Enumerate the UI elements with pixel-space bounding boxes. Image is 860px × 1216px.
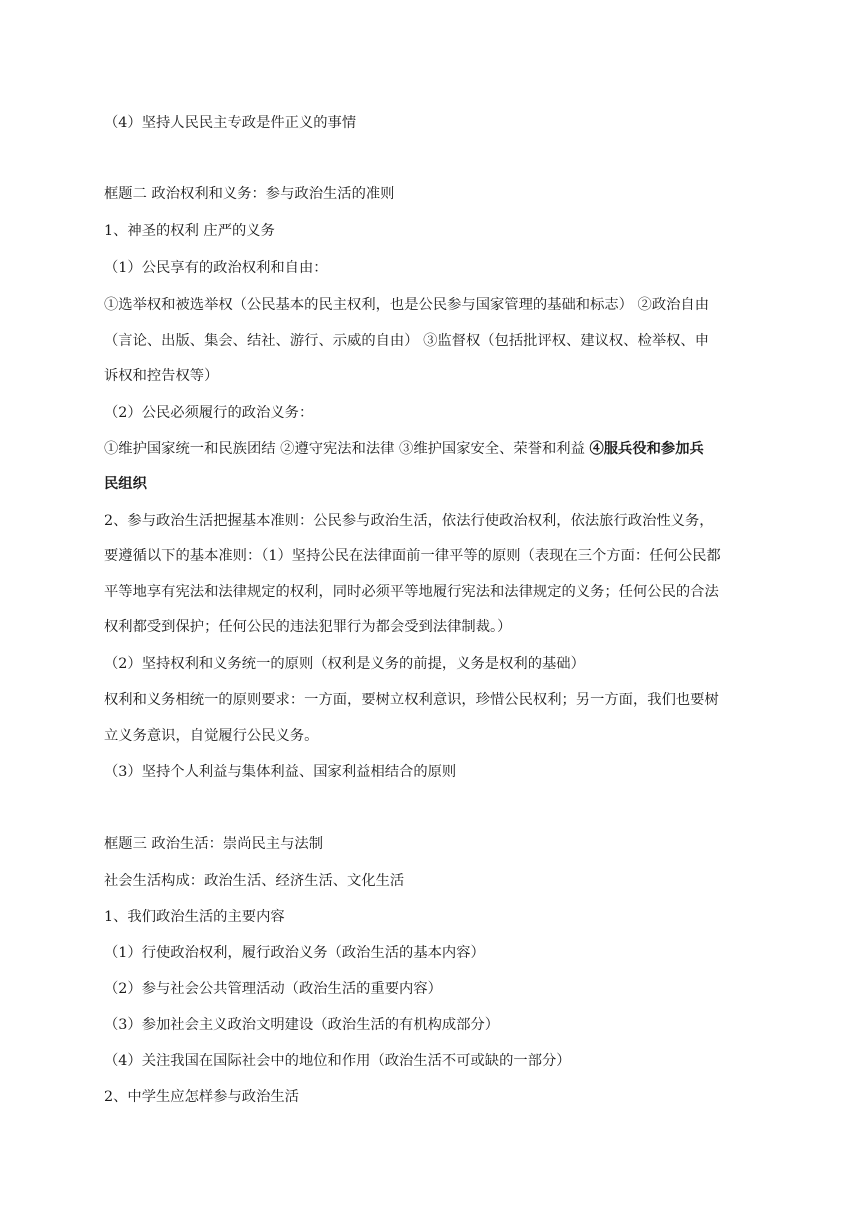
content-item-1: （1）行使政治权利，履行政治义务（政治生活的基本内容） (104, 945, 485, 961)
rights-duties-principle: （2）坚持权利和义务统一的原则（权利是义务的前提，义务是权利的基础） (104, 656, 585, 672)
principles-line-4: 权利都受到保护；任何公民的违法犯罪行为都会受到法律制裁。） (104, 619, 512, 635)
political-duties-line-1 (104, 439, 764, 459)
interests-principle: （3）坚持个人利益与集体利益、国家利益相结合的原则 (104, 764, 457, 780)
principles-line-2: 要遵循以下的基本准则：（1）坚持公民在法律面前一律平等的原则（表现在三个方面：任何公民都 (104, 548, 721, 564)
section-3-heading-2: 2、中学生应怎样参与政治生活 (104, 1089, 299, 1105)
political-duties-label: （2）公民必须履行的政治义务： (104, 405, 314, 421)
rights-duties-detail-1: 权利和义务相统一的原则要求：一方面，要树立权利意识，珍惜公民权利；另一方面，我们也要树 (104, 692, 719, 708)
section-3-title: 框题三 政治生活：崇尚民主与法制 (104, 836, 323, 852)
section-2-title: 框题二 政治权利和义务：参与政治生活的准则 (104, 186, 395, 202)
content-item-2: （2）参与社会公共管理活动（政治生活的重要内容） (104, 981, 442, 997)
political-rights-label: （1）公民享有的政治权利和自由： (104, 260, 328, 276)
political-rights-line-2: （言论、出版、集会、结社、游行、示威的自由） ③监督权（包括批评权、建议权、检举权、申 (104, 333, 710, 349)
political-duties-line-2: 民组织 (104, 476, 147, 492)
political-duties-text: ①维护国家统一和民族团结 ②遵守宪法和法律 ③维护国家安全、荣誉和利益 (104, 441, 590, 457)
content-item-3: （3）参加社会主义政治文明建设（政治生活的有机构成部分） (104, 1017, 500, 1033)
item-4-dictatorship: （4）坚持人民民主专政是件正义的事情 (104, 115, 357, 131)
section-2-heading-1: 1、神圣的权利 庄严的义务 (104, 223, 275, 239)
principles-line-3: 平等地享有宪法和法律规定的权利，同时必须平等地履行宪法和法律规定的义务；任何公民的合法 (104, 584, 719, 600)
section-3-heading-1: 1、我们政治生活的主要内容 (104, 909, 285, 925)
rights-duties-detail-2: 立义务意识，自觉履行公民义务。 (104, 728, 319, 744)
political-rights-line-1: ①选举权和被选举权（公民基本的民主权利，也是公民参与国家管理的基础和标志） ②政治自由 (104, 297, 710, 313)
political-rights-line-3: 诉权和控告权等） (104, 368, 219, 384)
principles-line-1: 2、参与政治生活把握基本准则：公民参与政治生活，依法行使政治权利，依法旅行政治性义务， (104, 513, 714, 529)
political-duties-bold-text: ④服兵役和参加兵 (589, 441, 704, 457)
social-life-composition: 社会生活构成：政治生活、经济生活、文化生活 (104, 873, 405, 889)
content-item-4: （4）关注我国在国际社会中的地位和作用（政治生活不可或缺的一部分） (104, 1053, 571, 1069)
